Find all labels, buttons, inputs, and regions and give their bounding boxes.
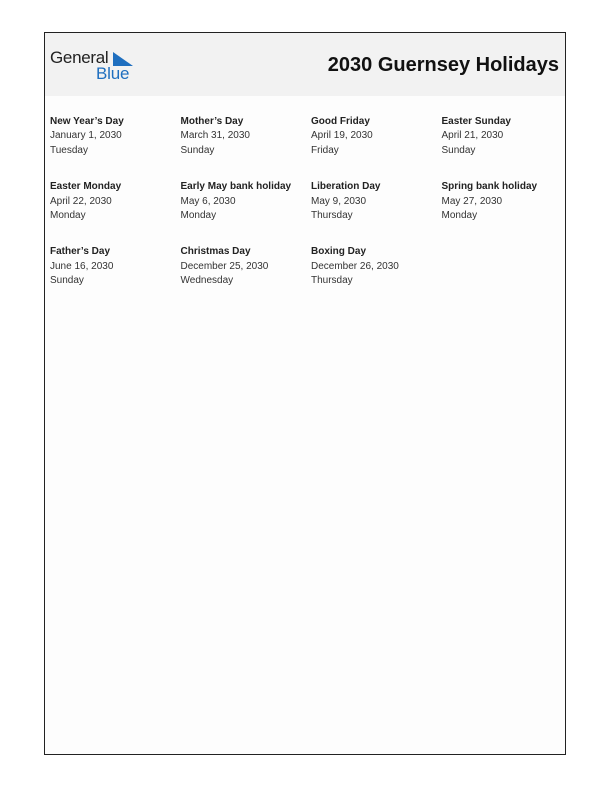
holiday-weekday: Monday xyxy=(441,210,478,222)
holiday-name: Easter Sunday xyxy=(441,116,511,127)
holiday-weekday: Sunday xyxy=(180,144,215,156)
holiday-date: December 26, 2030 xyxy=(311,260,399,272)
holiday-item xyxy=(311,245,442,288)
logo-word-general: General xyxy=(50,48,109,67)
holiday-date: April 21, 2030 xyxy=(441,130,504,142)
calendar-page xyxy=(44,32,566,755)
holiday-name: Mother’s Day xyxy=(180,116,244,127)
holiday-item xyxy=(181,245,312,288)
holiday-name: Father’s Day xyxy=(50,246,111,258)
holiday-name: Easter Monday xyxy=(50,181,122,193)
holiday-item xyxy=(442,115,567,158)
generalblue-logo xyxy=(50,48,140,84)
holiday-date: May 9, 2030 xyxy=(311,195,367,207)
holiday-name: Liberation Day xyxy=(311,181,381,193)
holiday-weekday: Sunday xyxy=(50,275,84,287)
holiday-date: April 19, 2030 xyxy=(311,130,373,142)
holiday-date: March 31, 2030 xyxy=(180,130,250,142)
holiday-name: Boxing Day xyxy=(311,246,367,258)
holiday-name: Good Friday xyxy=(311,116,370,127)
holiday-weekday: Friday xyxy=(311,144,339,156)
holiday-item xyxy=(311,180,442,223)
holiday-item xyxy=(311,115,442,158)
logo-word-blue: Blue xyxy=(96,64,130,83)
holiday-grid xyxy=(50,115,566,289)
page-title: 2030 Guernsey Holidays xyxy=(327,54,559,76)
holiday-item xyxy=(442,180,567,223)
holiday-date: January 1, 2030 xyxy=(50,130,122,142)
holiday-name: Spring bank holiday xyxy=(441,181,538,193)
holiday-date: June 16, 2030 xyxy=(50,260,114,272)
holiday-date: May 6, 2030 xyxy=(180,195,236,207)
holiday-weekday: Monday xyxy=(180,210,217,222)
holiday-weekday: Thursday xyxy=(311,275,353,287)
holiday-name: New Year’s Day xyxy=(50,116,124,127)
holiday-date: May 27, 2030 xyxy=(441,195,503,207)
holiday-name: Early May bank holiday xyxy=(180,181,292,193)
holiday-date: April 22, 2030 xyxy=(50,195,112,207)
holiday-date: December 25, 2030 xyxy=(180,260,269,272)
holiday-item xyxy=(50,245,181,288)
holiday-weekday: Sunday xyxy=(441,144,476,156)
holiday-item xyxy=(50,180,181,223)
holiday-name: Christmas Day xyxy=(180,246,251,258)
holiday-item xyxy=(50,115,181,158)
holiday-weekday: Tuesday xyxy=(50,144,88,156)
holiday-item xyxy=(181,180,312,223)
holiday-weekday: Thursday xyxy=(311,210,353,222)
holiday-weekday: Wednesday xyxy=(180,275,234,287)
holiday-weekday: Monday xyxy=(50,210,86,222)
page-header xyxy=(45,33,565,96)
holiday-item xyxy=(181,115,312,158)
